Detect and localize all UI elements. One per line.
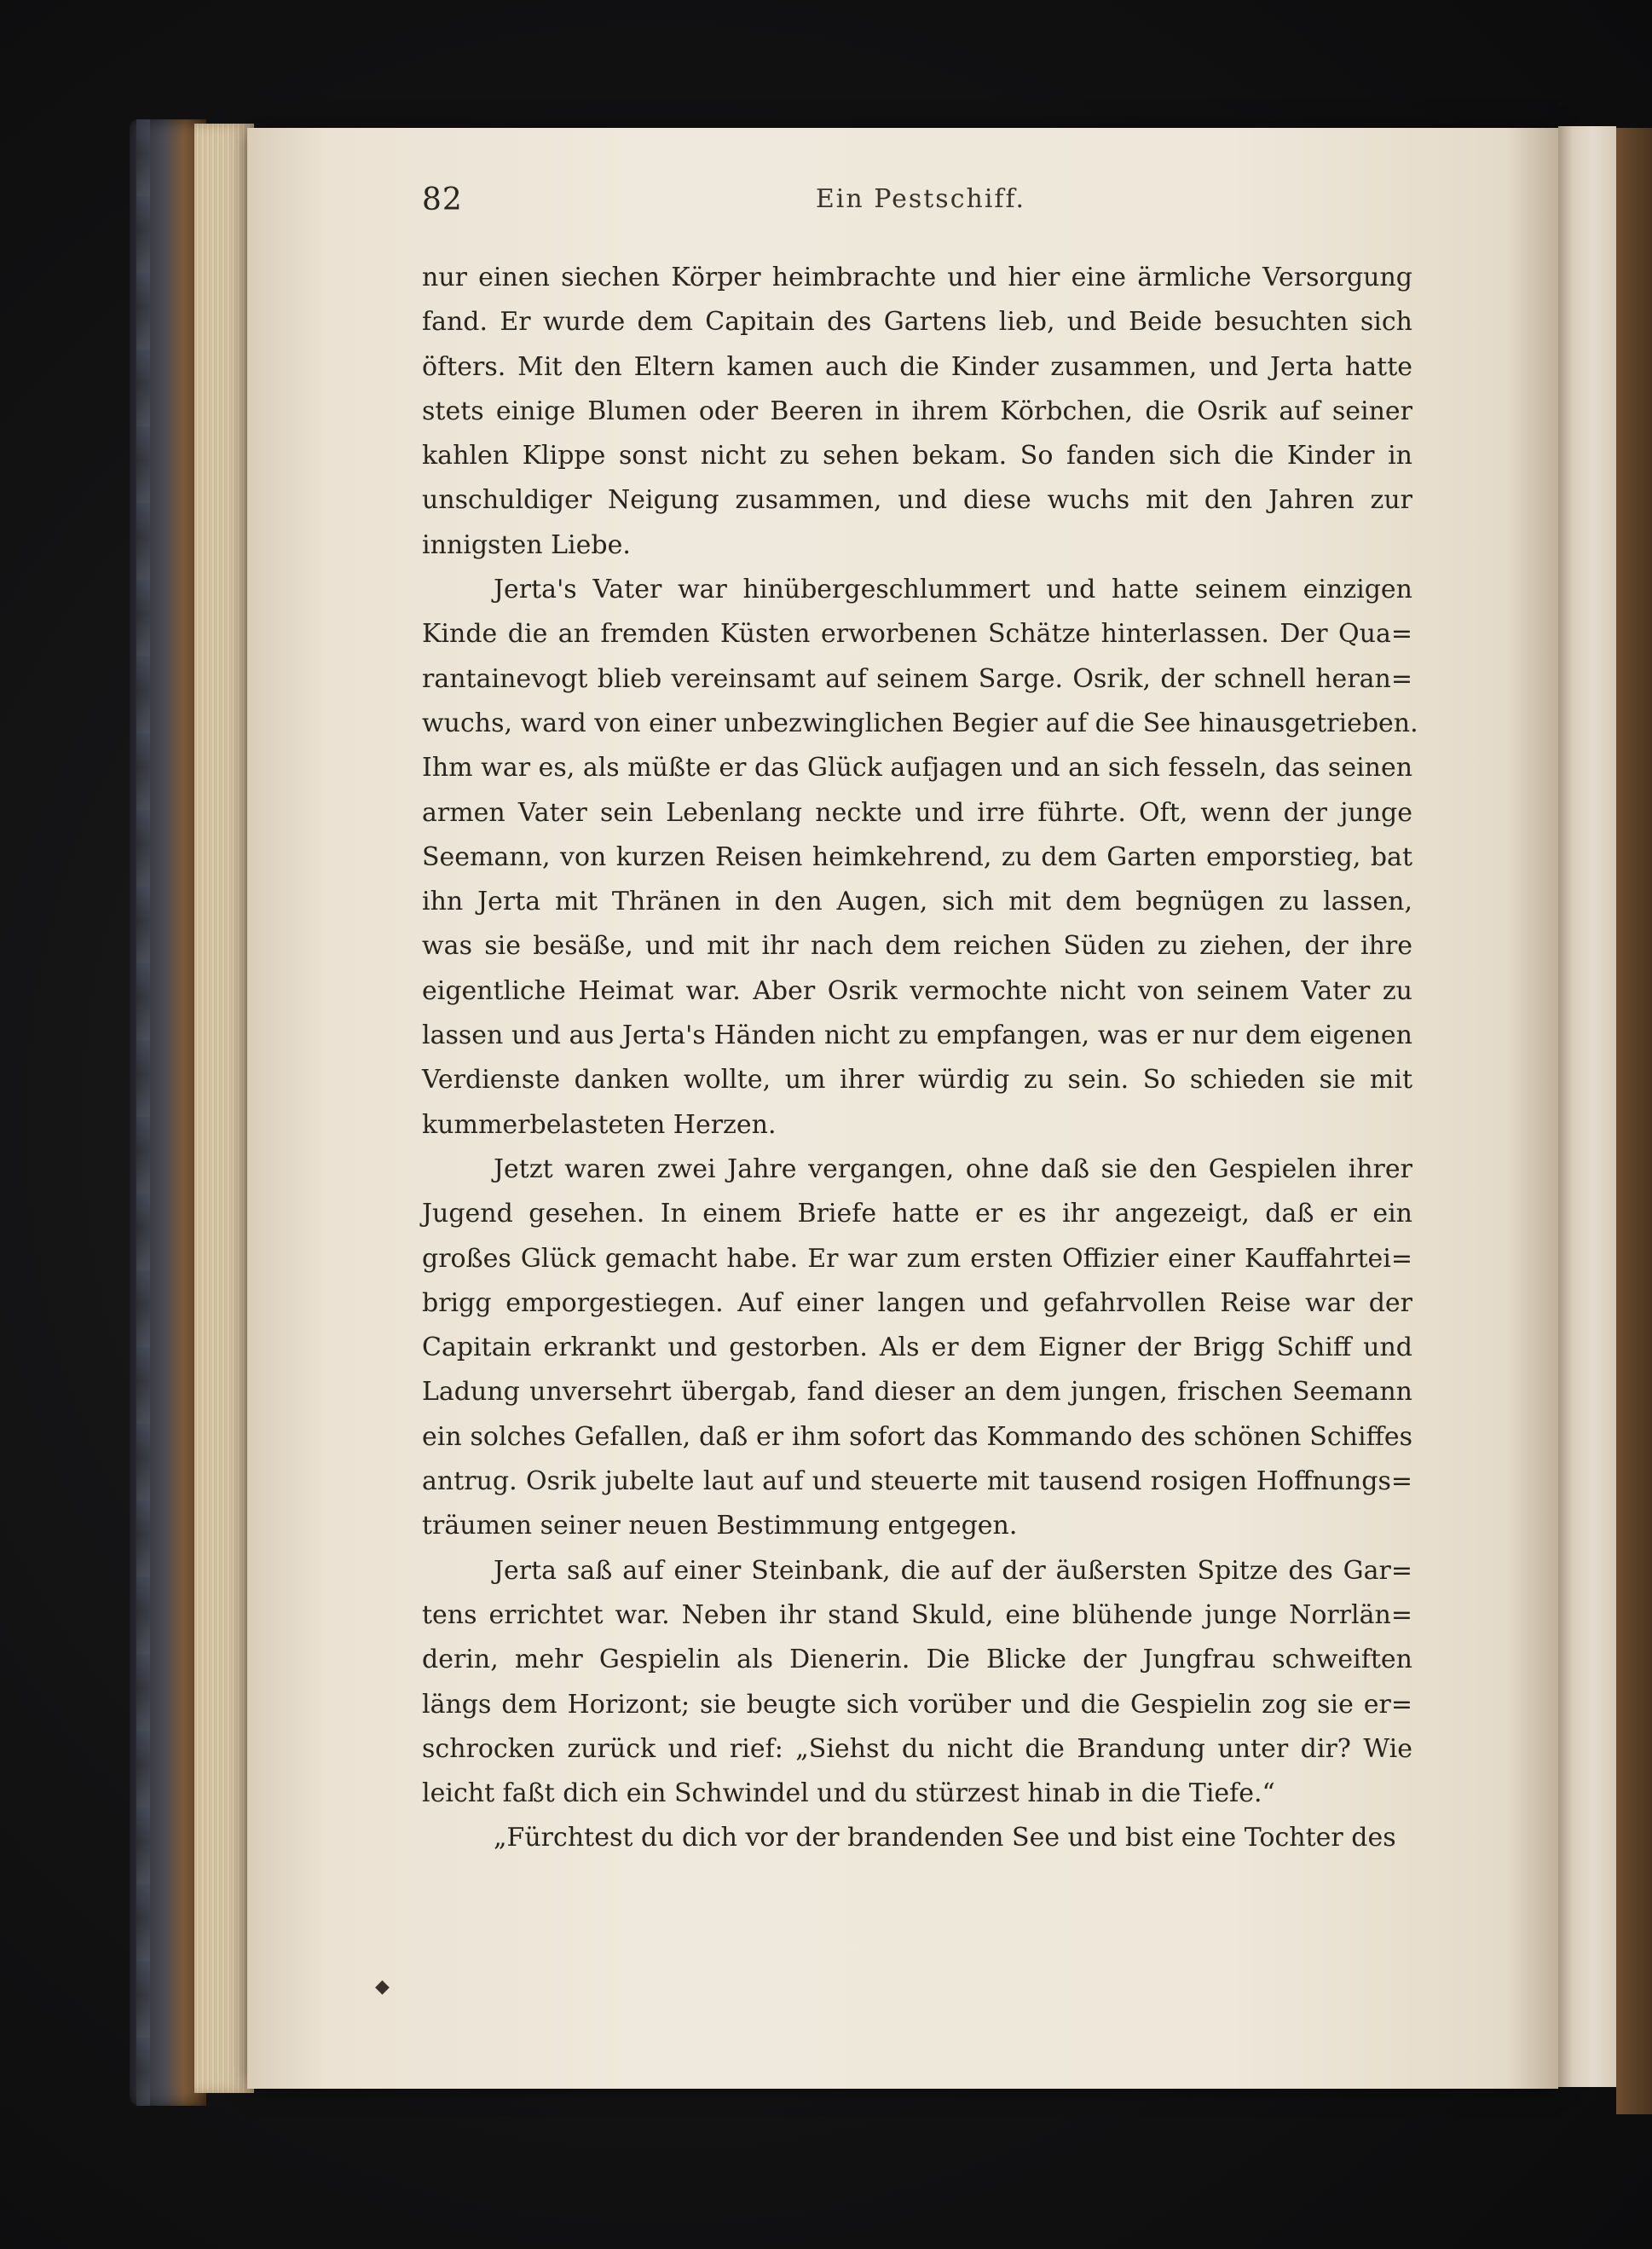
text-line: innigsten Liebe.	[422, 529, 631, 560]
page-header	[422, 182, 1419, 234]
text-line: tens errichtet war. Neben ihr stand Skuld, eine blühende junge Norrlän=	[422, 1599, 1412, 1630]
text-line: ein solches Gefallen, daß er ihm sofort das Kommando des schönen Schiffes	[422, 1421, 1412, 1452]
text-line: brigg emporgestiegen. Auf einer langen und gefahrvollen Reise war der	[422, 1287, 1412, 1318]
text-line: Verdienste danken wollte, um ihrer würdig zu sein. So schieden sie mit	[422, 1065, 1412, 1096]
text-line: unschuldiger Neigung zusammen, und diese wuchs mit den Jahren zur	[422, 485, 1412, 516]
text-line: armen Vater sein Lebenlang neckte und irre führte. Oft, wenn der junge	[422, 797, 1412, 828]
text-line: Jetzt waren zwei Jahre vergangen, ohne daß sie den Gespielen ihrer	[494, 1153, 1412, 1184]
text-line: schrocken zurück und rief: „Siehst du nicht die Brandung unter dir? Wie	[422, 1733, 1412, 1764]
text-line: großes Glück gemacht habe. Er war zum ersten Offizier einer Kauffahrtei=	[422, 1243, 1412, 1274]
running-title: Ein Pestschiff.	[815, 184, 1026, 214]
text-line: öfters. Mit den Eltern kamen auch die Kinder zusammen, und Jerta hatte	[422, 351, 1412, 382]
text-line: lassen und aus Jerta's Händen nicht zu empfangen, was er nur dem eigenen	[422, 1020, 1412, 1051]
text-line: Jerta's Vater war hinübergeschlummert und hatte seinem einzigen	[494, 575, 1412, 605]
text-line: leicht faßt dich ein Schwindel und du stürzest hinab in die Tiefe.“	[422, 1778, 1275, 1809]
text-line: träumen seiner neuen Bestimmung entgegen.	[422, 1511, 1018, 1541]
text-line: „Fürchtest du dich vor der brandenden See und bist eine Tochter des	[494, 1823, 1396, 1853]
text-line: Kinde die an fremden Küsten erworbenen Schätze hinterlassen. Der Qua=	[422, 619, 1412, 650]
text-line: Jugend gesehen. In einem Briefe hatte er es ihr angezeigt, daß er ein	[422, 1199, 1412, 1229]
text-line: eigentliche Heimat war. Aber Osrik vermochte nicht von seinem Vater zu	[422, 975, 1412, 1006]
text-line: Seemann, von kurzen Reisen heimkehrend, zu dem Garten emporstieg, bat	[422, 841, 1412, 872]
text-line: Capitain erkrankt und gestorben. Als er dem Eigner der Brigg Schiff und	[422, 1333, 1412, 1363]
text-line: längs dem Horizont; sie beugte sich vorüber und die Gespielin zog sie er=	[422, 1689, 1412, 1720]
text-line: kahlen Klippe sonst nicht zu sehen bekam. So fanden sich die Kinder in	[422, 441, 1412, 471]
facing-page-edge	[1558, 126, 1616, 2087]
text-line: antrug. Osrik jubelte laut auf und steuerte mit tausend rosigen Hoffnungs=	[422, 1466, 1412, 1497]
page-number: 82	[422, 182, 463, 217]
page-body-text	[422, 256, 1418, 1861]
text-line: fand. Er wurde dem Capitain des Gartens lieb, und Beide besuchten sich	[422, 307, 1412, 338]
text-line: nur einen siechen Körper heimbrachte und hier eine ärmliche Versorgung	[422, 263, 1412, 292]
text-line: rantainevogt blieb vereinsamt auf seinem Sarge. Osrik, der schnell heran=	[422, 663, 1412, 694]
text-line: was sie besäße, und mit ihr nach dem reichen Süden zu ziehen, der ihre	[422, 931, 1412, 962]
text-line: Ihm war es, als müßte er das Glück aufjagen und an sich fesseln, das seinen	[422, 753, 1413, 783]
text-line: stets einige Blumen oder Beeren in ihrem Körbchen, die Osrik auf seiner	[422, 396, 1412, 426]
text-line: ihn Jerta mit Thränen in den Augen, sich mit dem begnügen zu lassen,	[422, 887, 1412, 917]
text-line: Ladung unversehrt übergab, fand dieser an dem jungen, frischen Seemann	[422, 1377, 1412, 1408]
text-line: Jerta saß auf einer Steinbank, die auf der äußersten Spitze des Gar=	[494, 1555, 1412, 1586]
page-stack-edges	[194, 124, 254, 2093]
book-cover-right-edge	[1616, 128, 1652, 2114]
text-line: wuchs, ward von einer unbezwinglichen Begier auf die See hinausgetrieben.	[422, 708, 1418, 738]
text-line: derin, mehr Gespielin als Dienerin. Die Blicke der Jungfrau schweiften	[422, 1645, 1412, 1675]
ink-speck-mark: ◆	[375, 1976, 390, 1998]
text-line: kummerbelasteten Herzen.	[422, 1109, 777, 1140]
